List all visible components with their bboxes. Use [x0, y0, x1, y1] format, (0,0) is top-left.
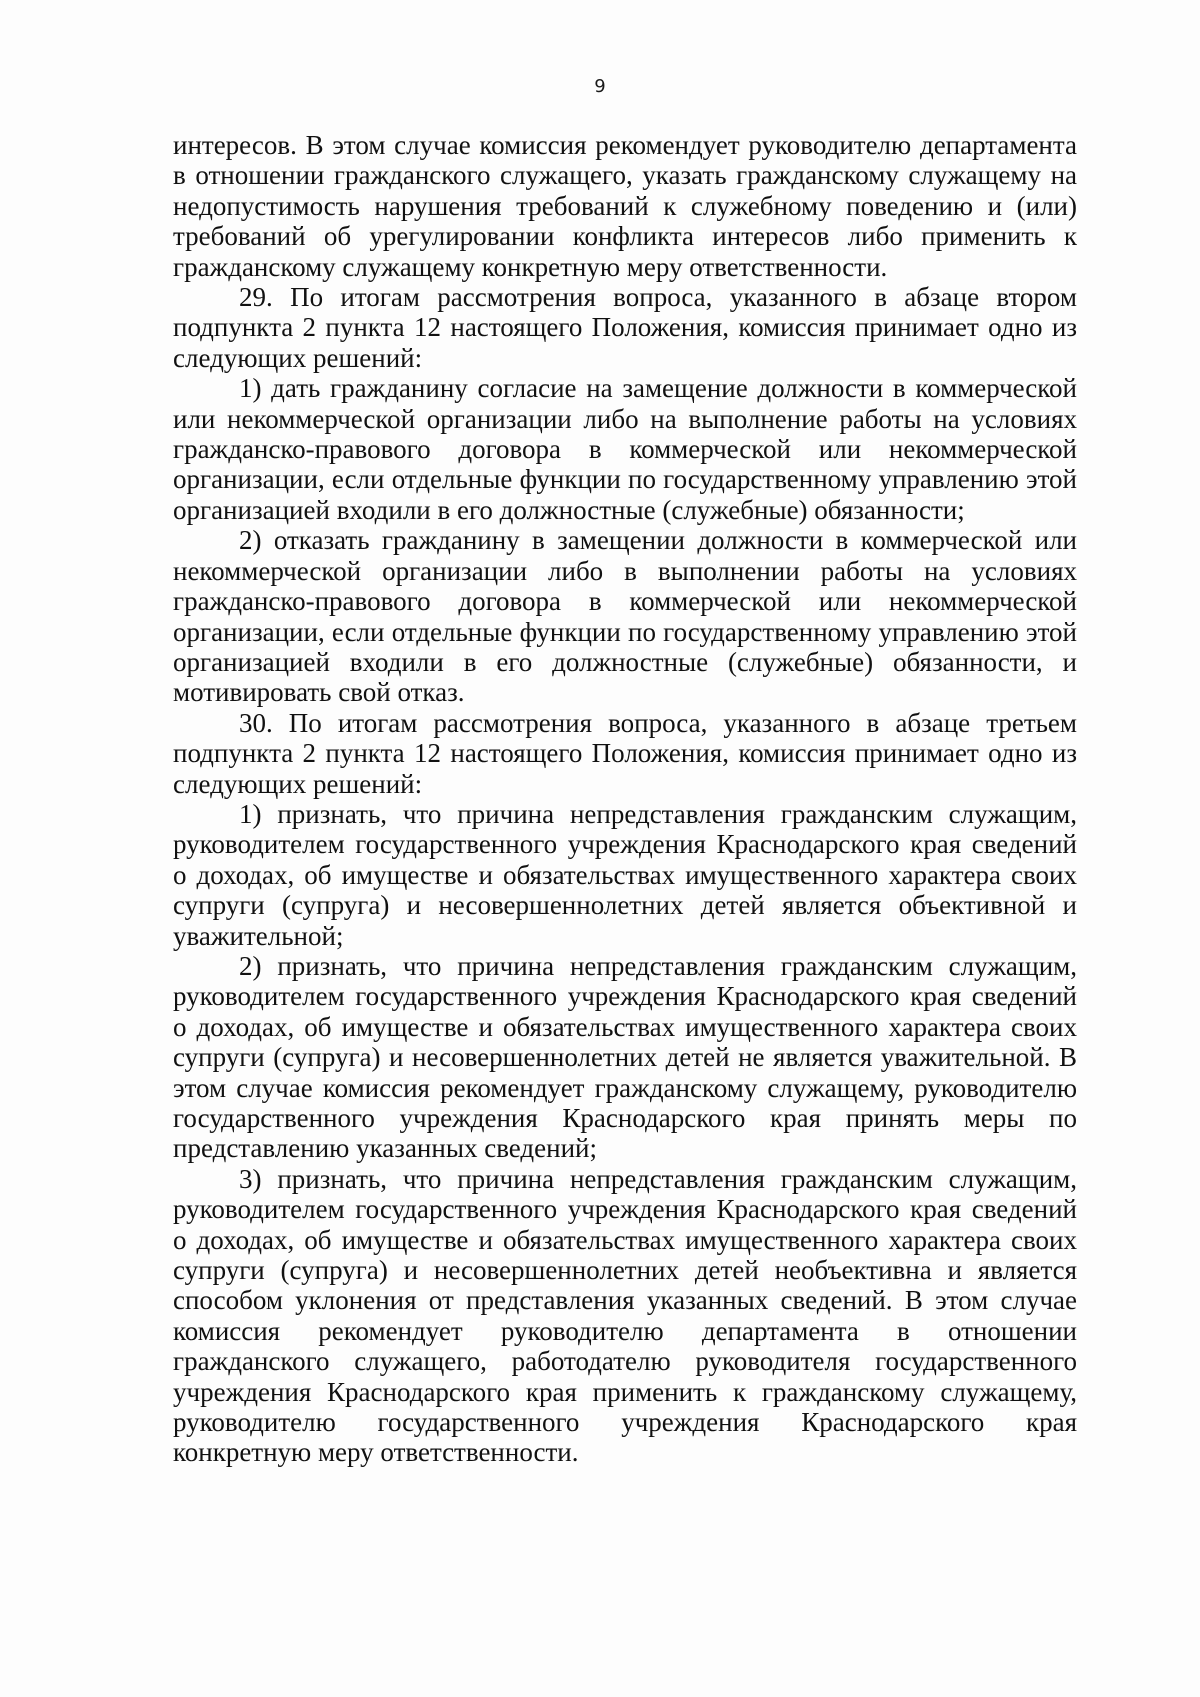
paragraph-30-subitem-2: 2) признать, что причина непредставления гражданским служащим, руководителем государственного учреждения Краснодарского края сведений о доходах, об имуществе и обязательствах имущественного характера своих супруги (супруга) и несовершеннолетних детей не является уважительной. В этом случае комиссия рекомендует гражданскому служащему, руководителю государственного учреждения Краснодарского края принять меры по представлению указанных сведений; [173, 950, 1077, 1164]
page-number: 9 [594, 76, 606, 97]
paragraph-item-30: 30. По итогам рассмотрения вопроса, указанного в абзаце третьем подпункта 2 пункта 12 настоящего Положения, комиссия принимает одно из следующих решений: [173, 707, 1077, 799]
paragraph-item-29: 29. По итогам рассмотрения вопроса, указанного в абзаце втором подпункта 2 пункта 12 настоящего Положения, комиссия принимает одно из следующих решений: [173, 282, 1077, 373]
document-body [173, 130, 1077, 1468]
paragraph-29-subitem-2: 2) отказать гражданину в замещении должности в коммерческой или некоммерческой организации либо в выполнении работы на условиях гражданско-правового договора в коммерческой или некоммерческой организации, если отдельные функции по государственному управлению этой организацией входили в его должностные (служебные) обязанности, и мотивировать свой отказ. [173, 525, 1077, 708]
paragraph-29-subitem-1: 1) дать гражданину согласие на замещение должности в коммерческой или некоммерческой организации либо на выполнение работы на условиях гражданско-правового договора в коммерческой или некоммерческой организации, если отдельные функции по государственному управлению этой организацией входили в его должностные (служебные) обязанности; [173, 373, 1077, 525]
paragraph-30-subitem-1: 1) признать, что причина непредставления гражданским служащим, руководителем государственного учреждения Краснодарского края сведений о доходах, об имуществе и обязательствах имущественного характера своих супруги (супруга) и несовершеннолетних детей является объективной и уважительной; [173, 798, 1077, 951]
paragraph-continuation: интересов. В этом случае комиссия рекомендует руководителю департамента в отношении гражданского служащего, указать гражданскому служащему на недопустимость нарушения требований к служебному поведению и (или) требований об урегулировании конфликта интересов либо применить к гражданскому служащему конкретную меру ответственности. [173, 130, 1077, 282]
paragraph-30-subitem-3: 3) признать, что причина непредставления гражданским служащим, руководителем государственного учреждения Краснодарского края сведений о доходах, об имуществе и обязательствах имущественного характера своих супруги (супруга) и несовершеннолетних детей необъективна и является способом уклонения от представления указанных сведений. В этом случае комиссия рекомендует руководителю департамента в отношении гражданского служащего, работодателю руководителя государственного учреждения Краснодарского края применить к гражданскому служащему, руководителю государственного учреждения Краснодарского края конкретную меру ответственности. [173, 1163, 1077, 1468]
